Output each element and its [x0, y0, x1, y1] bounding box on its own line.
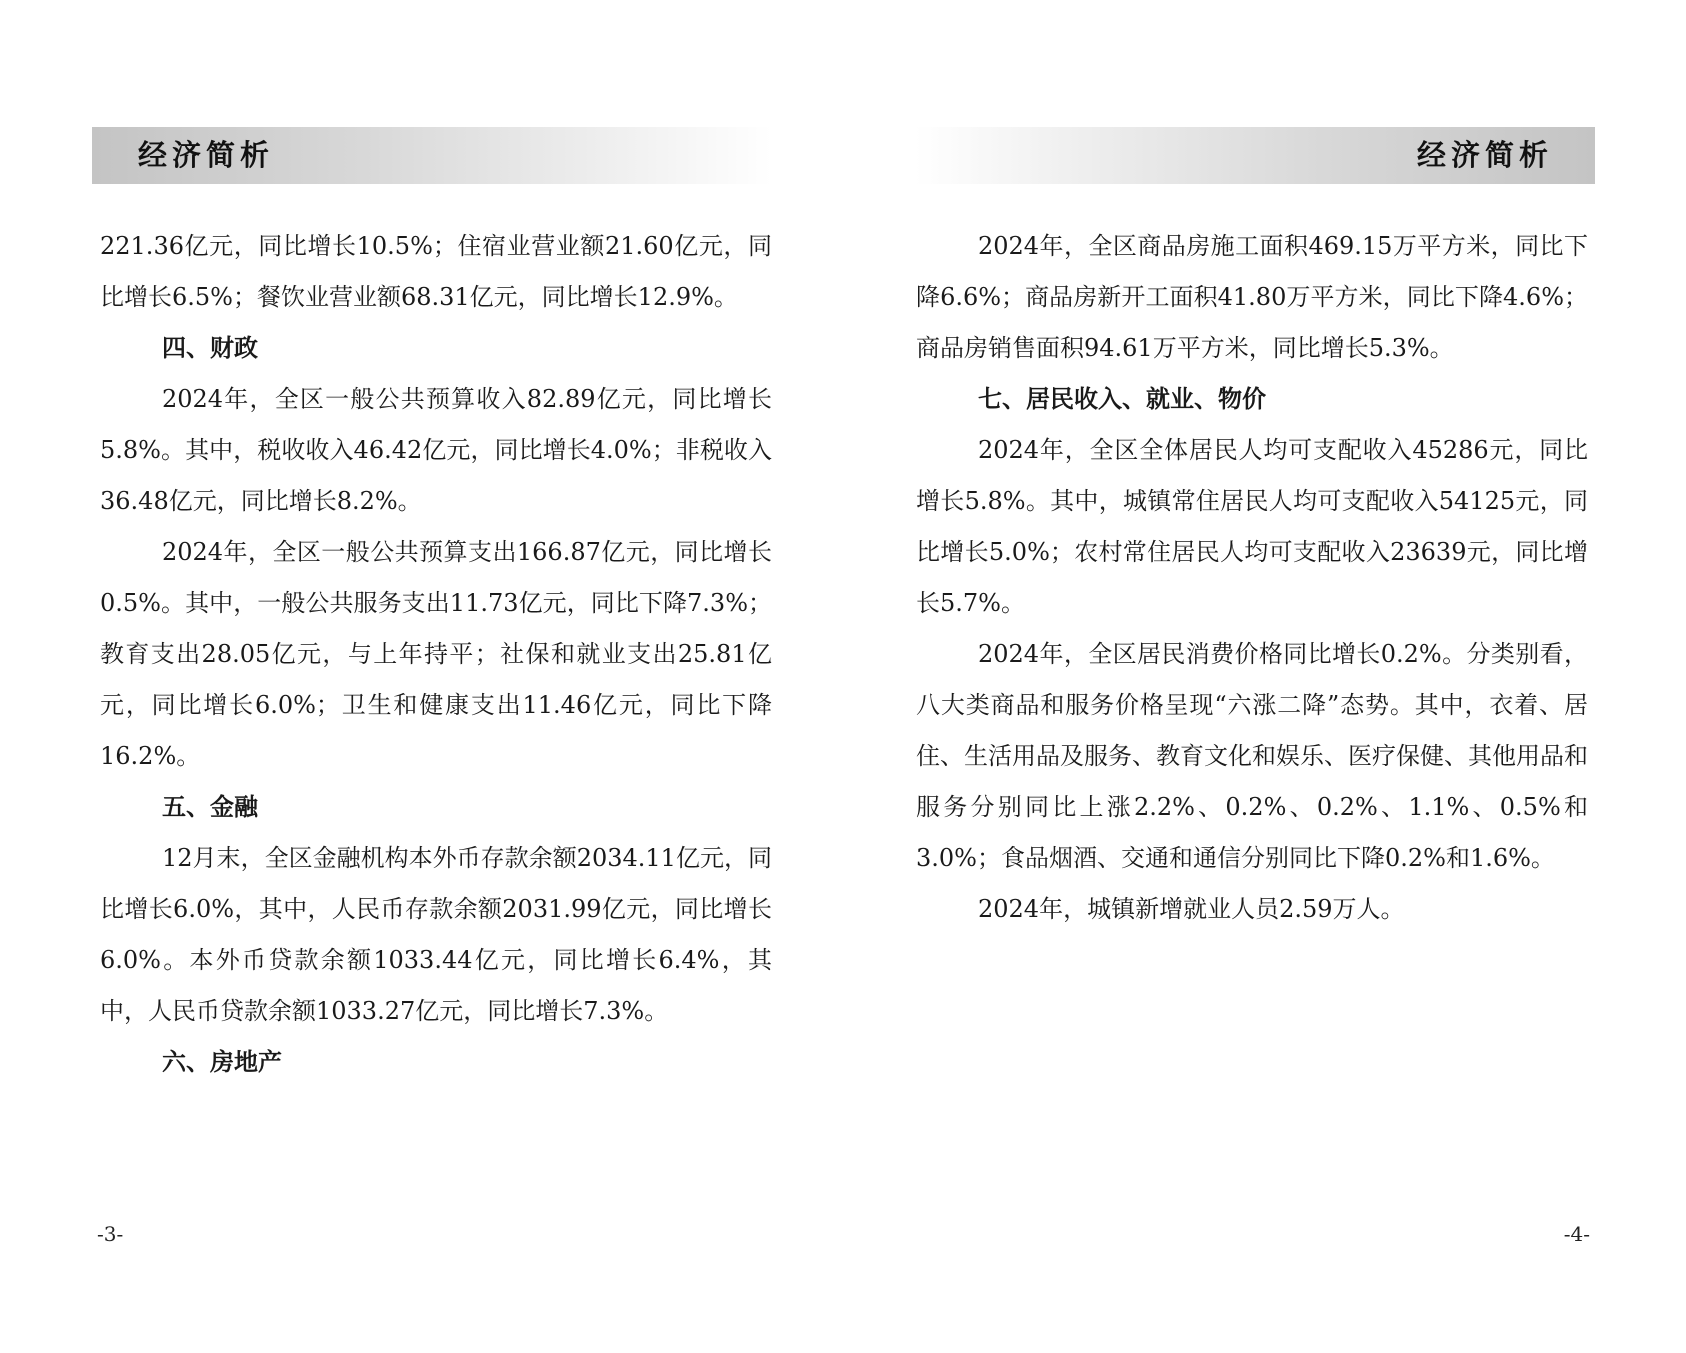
header-title: 经济简析 [138, 138, 275, 172]
right-page [843, 0, 1686, 1353]
right-page-content [916, 221, 1588, 935]
section-heading: 五、金融 [162, 793, 258, 821]
page-number: -4- [1563, 1222, 1590, 1246]
left-page-content [100, 221, 772, 1088]
header-band [92, 127, 772, 184]
header-title: 经济简析 [1416, 138, 1553, 172]
page-number: -3- [97, 1222, 124, 1246]
section-heading: 四、财政 [162, 334, 258, 362]
paragraph: 2024年，全区居民消费价格同比增长0.2%。分类别看，八大类商品和服务价格呈现“六涨二降”态势。其中，衣着、居住、生活用品及服务、教育文化和娱乐、医疗保健、其他用品和服务分别同比上涨2.2%、0.2%、0.2%、1.1%、0.5%和3.0%；食品烟酒、交通和通信分别同比下降0.2%和1.6%。 [916, 640, 1588, 872]
paragraph: 221.36亿元，同比增长10.5%；住宿业营业额21.60亿元，同比增长6.5%；餐饮业营业额68.31亿元，同比增长12.9%。 [100, 232, 772, 311]
header-band [915, 127, 1595, 184]
paragraph: 2024年，城镇新增就业人员2.59万人。 [978, 895, 1405, 923]
section-heading: 七、居民收入、就业、物价 [978, 385, 1266, 413]
paragraph: 12月末，全区金融机构本外币存款余额2034.11亿元，同比增长6.0%，其中，人民币存款余额2031.99亿元，同比增长6.0%。本外币贷款余额1033.44亿元，同比增长6.4%，其中，人民币贷款余额1033.27亿元，同比增长7.3%。 [100, 844, 772, 1025]
paragraph: 2024年，全区一般公共预算支出166.87亿元，同比增长0.5%。其中，一般公共服务支出11.73亿元，同比下降7.3%；教育支出28.05亿元，与上年持平；社保和就业支出25.81亿元，同比增长6.0%；卫生和健康支出11.46亿元，同比下降16.2%。 [100, 538, 772, 770]
paragraph: 2024年，全区全体居民人均可支配收入45286元，同比增长5.8%。其中，城镇常住居民人均可支配收入54125元，同比增长5.0%；农村常住居民人均可支配收入23639元，同比增长5.7%。 [916, 436, 1588, 617]
paragraph: 2024年，全区商品房施工面积469.15万平方米，同比下降6.6%；商品房新开工面积41.80万平方米，同比下降4.6%；商品房销售面积94.61万平方米，同比增长5.3%。 [916, 232, 1588, 362]
section-heading: 六、房地产 [162, 1048, 282, 1076]
paragraph: 2024年，全区一般公共预算收入82.89亿元，同比增长5.8%。其中，税收收入46.42亿元，同比增长4.0%；非税收入36.48亿元，同比增长8.2%。 [100, 385, 772, 515]
